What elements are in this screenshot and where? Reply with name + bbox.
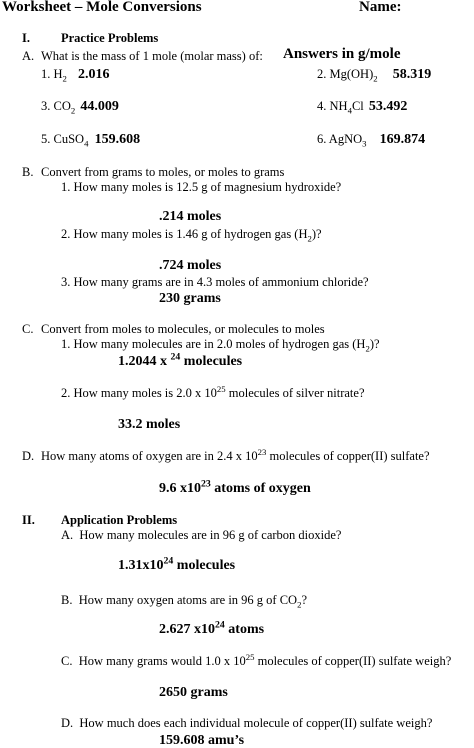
molar-item-6: 6. AgNO$_3$ 169.874: [317, 132, 426, 149]
section-2-title: Application Problems: [61, 513, 178, 527]
molar-answer-3: 44.009: [80, 99, 119, 114]
part-a-question: What is the mass of 1 mole (molar mass) of:: [41, 49, 263, 63]
part-c-answer-2: 33.2 moles: [118, 417, 181, 432]
molar-item-3: 3. $CO_2$ 44.009: [41, 99, 119, 116]
molar-answer-5: 159.608: [94, 132, 141, 147]
name-label: Name:: [359, 0, 402, 15]
molar-answer-1: 2.016: [78, 67, 110, 82]
part-b-answer-2: .724 moles: [159, 258, 222, 273]
molar-answer-2: 58.319: [392, 67, 432, 82]
app-b-answer: 2.627 $x10^{24}$ atoms: [159, 619, 265, 637]
app-c-question: C. How many grams would 1.0 x $10^{25}$ molecules of copper(II) sulfate weigh?: [61, 651, 452, 668]
part-b-question-1: 1. How many moles is 12.5 g of magnesium hydroxide?: [61, 180, 342, 194]
part-b-title: Convert from grams to moles, or moles to grams: [41, 165, 285, 179]
molar-answer-6: 169.874: [379, 132, 426, 147]
worksheet-title: Worksheet – Mole Conversions: [2, 0, 202, 15]
molar-item-5: 5. CuSO$_4$ 159.608: [41, 132, 141, 149]
app-d-answer: 159.608 amu’s: [159, 733, 245, 748]
molar-answer-4: 53.492: [368, 99, 408, 114]
app-d-question: D. How much does each individual molecule of copper(II) sulfate weigh?: [61, 716, 433, 730]
part-a-letter: A.: [22, 49, 35, 63]
part-b-answer-3: 230 grams: [159, 291, 221, 306]
part-c-title: Convert from moles to molecules, or molecules to moles: [41, 322, 325, 336]
part-c-letter: C.: [22, 322, 34, 336]
part-d-question: How many atoms of oxygen are in 2.4 x $10^{23}$ molecules of copper(II) sulfate?: [41, 446, 430, 463]
app-a-answer: $1.31x10^{24}$ molecules: [118, 555, 236, 573]
app-c-answer: 2650 grams: [159, 685, 228, 700]
molar-item-1: 1. $H_2$ 2.016: [41, 67, 110, 84]
answers-label: Answers in g/mole: [283, 46, 401, 62]
part-b-question-2: 2. How many moles is 1.46 g of hydrogen gas $(H_2)$?: [61, 227, 322, 244]
part-c-answer-1: 1.2044 x $^{24}$ molecules: [118, 351, 243, 369]
part-b-letter: B.: [22, 165, 34, 179]
part-b-answer-1: .214 moles: [159, 209, 222, 224]
section-1-title: Practice Problems: [61, 31, 159, 45]
app-b-question: B. How many oxygen atoms are in 96 g of $CO_2$?: [61, 593, 308, 610]
part-d-letter: D.: [22, 449, 35, 463]
part-c-question-1: 1. How many molecules are in 2.0 moles of hydrogen gas $(H_2)$?: [61, 337, 380, 354]
section-2-number: II.: [22, 513, 35, 527]
part-c-question-2: 2. How many moles is 2.0 x $10^{25}$ molecules of silver nitrate?: [61, 383, 365, 400]
part-d-answer: 9.6 $x10^{23}$ atoms of oxygen: [159, 478, 311, 496]
molar-item-4: 4. $NH_4Cl$ 53.492: [317, 99, 408, 116]
part-b-question-3: 3. How many grams are in 4.3 moles of ammonium chloride?: [61, 275, 369, 289]
section-1-number: I.: [22, 31, 30, 45]
app-a-question: A. How many molecules are in 96 g of carbon dioxide?: [61, 528, 342, 542]
molar-item-2: 2. $Mg(OH)_2$ 58.319: [317, 67, 432, 84]
